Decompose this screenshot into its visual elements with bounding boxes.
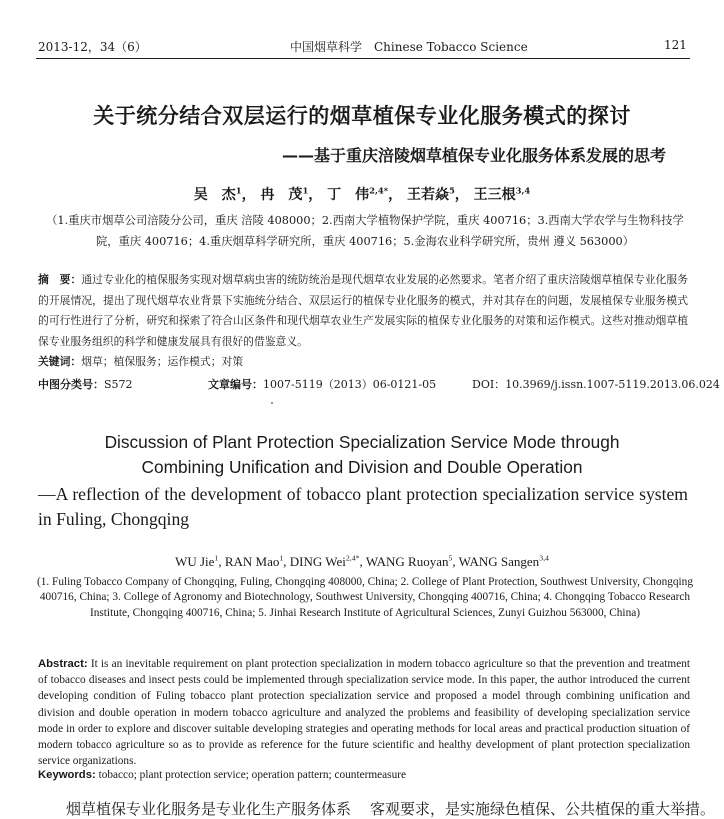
author-sup: 2,4* [345,553,360,563]
abstract-label: 摘 要： [38,273,82,286]
article-no-label: 文章编号： [208,378,263,391]
author-name: 丁 伟 [327,187,370,203]
page-number: 121 [664,38,687,52]
author-name: 吴 杰 [193,187,236,203]
chinese-subtitle: ——基于重庆涪陵烟草植保专业化服务体系发展的思考 [281,146,666,165]
clc-number [38,376,133,392]
author-name: WANG Ruoyan [365,554,449,569]
english-abstract [38,656,690,769]
chinese-title: 关于统分结合双层运行的烟草植保专业化服务模式的探讨 [93,104,631,128]
header-rule [36,58,690,59]
doi-label: DOI： [472,378,506,391]
author-name: WANG Sangen [458,554,540,569]
author-sup: 1 [279,553,284,563]
chinese-affiliations: （1.重庆市烟草公司涪陵分公司，重庆 涪陵 408000；2.西南大学植物保护学院，重庆 400716；3.西南大学农学与生物科技学院，重庆 400716；4.重庆烟草科学研究所，重庆 400716；5.金海农业科学研究所，贵州 遵义 563000） [46,214,684,248]
author-name: WU Jie [175,554,215,569]
english-title [0,430,724,479]
body-text-column-2: 客观要求，是实施绿色植保、公共植保的重大举措。 [370,800,716,818]
english-title-line-1: Discussion of Plant Protection Specialization Service Mode through [104,432,620,452]
running-header-volume: 2013-12，34（6） [38,40,147,54]
chinese-abstract [38,270,688,352]
author-sup: 5 [448,553,453,563]
author-name: 冉 茂 [260,187,303,203]
author-sup: 3,4 [539,553,549,563]
abstract-text: It is an inevitable requirement on plant protection specialization in modern tobacco agriculture so that the prevention and treatment of tobacco diseases and insect pests could be implemented through specialization service mode. In this paper, the author introduced the current developing condition of Fuling tobacco plant protection specialization service and proposed a model through combining unification and division and double operation in modern tobacco agriculture and analyzed the problems and feasibility of developing specialization service mode in order to explore and discover suitable developing strategies and operating methods for local areas and practical production situation of modern tobacco agriculture so as to provide as reference for the future scientific and healthy development of plant protection specialization service organizations. [38,658,690,768]
english-keywords [38,769,406,781]
stray-mark [271,402,273,404]
english-subtitle: —A reflection of the development of tobacco plant protection specialization service system in Fuling, Chongqing [38,484,688,529]
author-name: 王若焱 [406,187,449,203]
author-sup: 5 [448,185,455,196]
author-sup: 1 [214,553,219,563]
chinese-keywords [38,354,243,369]
author-sup: 3,4 [515,185,531,196]
clc-label: 中图分类号： [38,378,104,391]
article-no-value: 1007-5119（2013）06-0121-05 [263,378,437,391]
english-authors: WU Jie$^1$, RAN Mao$^1$, DING Wei$^{2,4*}$, WANG Ruoyan$^5$, WANG Sangen$^{3,4}$ [175,553,549,569]
author-name: 王三根 [473,187,516,203]
english-affiliations: (1. Fuling Tobacco Company of Chongqing, Fuling, Chongqing 408000, China; 2. College of Plant Protection, Southwest University, Chongqing 400716, China; 3. College of Agronomy and Biotechnology, Southwest University, Chongqing 400716, China; 4. Chongqing Tobacco Research Institute, Chongqing 400716, China; 5. Jinhai Research Institute of Agricultural Sciences, Zunyi Guizhou 563000, China) [37,576,693,619]
author-sup: 2,4* [369,185,389,196]
keywords-label: Keywords: [38,769,96,781]
running-header-journal: 中国烟草科学 Chinese Tobacco Science [290,40,528,54]
author-name: DING Wei [289,554,346,569]
doi-value: 10.3969/j.issn.1007-5119.2013.06.024 [505,378,720,391]
abstract-text: 通过专业化的植保服务实现对烟草病虫害的统防统治是现代烟草农业发展的必然要求。笔者介绍了重庆涪陵烟草植保专业化服务的开展情况，提出了现代烟草农业背景下实施统分结合、双层运行的植保专业化服务的模式，并对其存在的问题，发展植保专业服务模式的可行性进行了分析，研究和探索了符合山区条件和现代烟草农业生产发展实际的植保专业化服务的对策和运作模式。这些对推动烟草植保专业服务组织的科学和健康发展具有很好的借鉴意义。 [38,273,689,348]
article-number [208,376,436,392]
keywords-text: 烟草；植保服务；运作模式；对策 [81,355,244,368]
english-title-line-2: Combining Unification and Division and Double Operation [141,456,583,477]
author-sup: 1 [235,185,242,196]
chinese-authors: 吴 杰$^1$， 冉 茂$^1$， 丁 伟$^{2,4*}$， 王若焱$^5$， 王三根$^{3,4}$ [193,185,531,203]
abstract-label: Abstract: [38,658,88,670]
body-text-column-1: 烟草植保专业化服务是专业化生产服务体系 [66,800,352,818]
keywords-label: 关键词： [38,355,82,368]
keywords-text: tobacco; plant protection service; operation pattern; countermeasure [98,769,406,781]
clc-value: S572 [104,378,133,391]
doi [472,376,720,392]
author-name: RAN Mao [224,554,280,569]
author-sup: 1 [302,185,309,196]
